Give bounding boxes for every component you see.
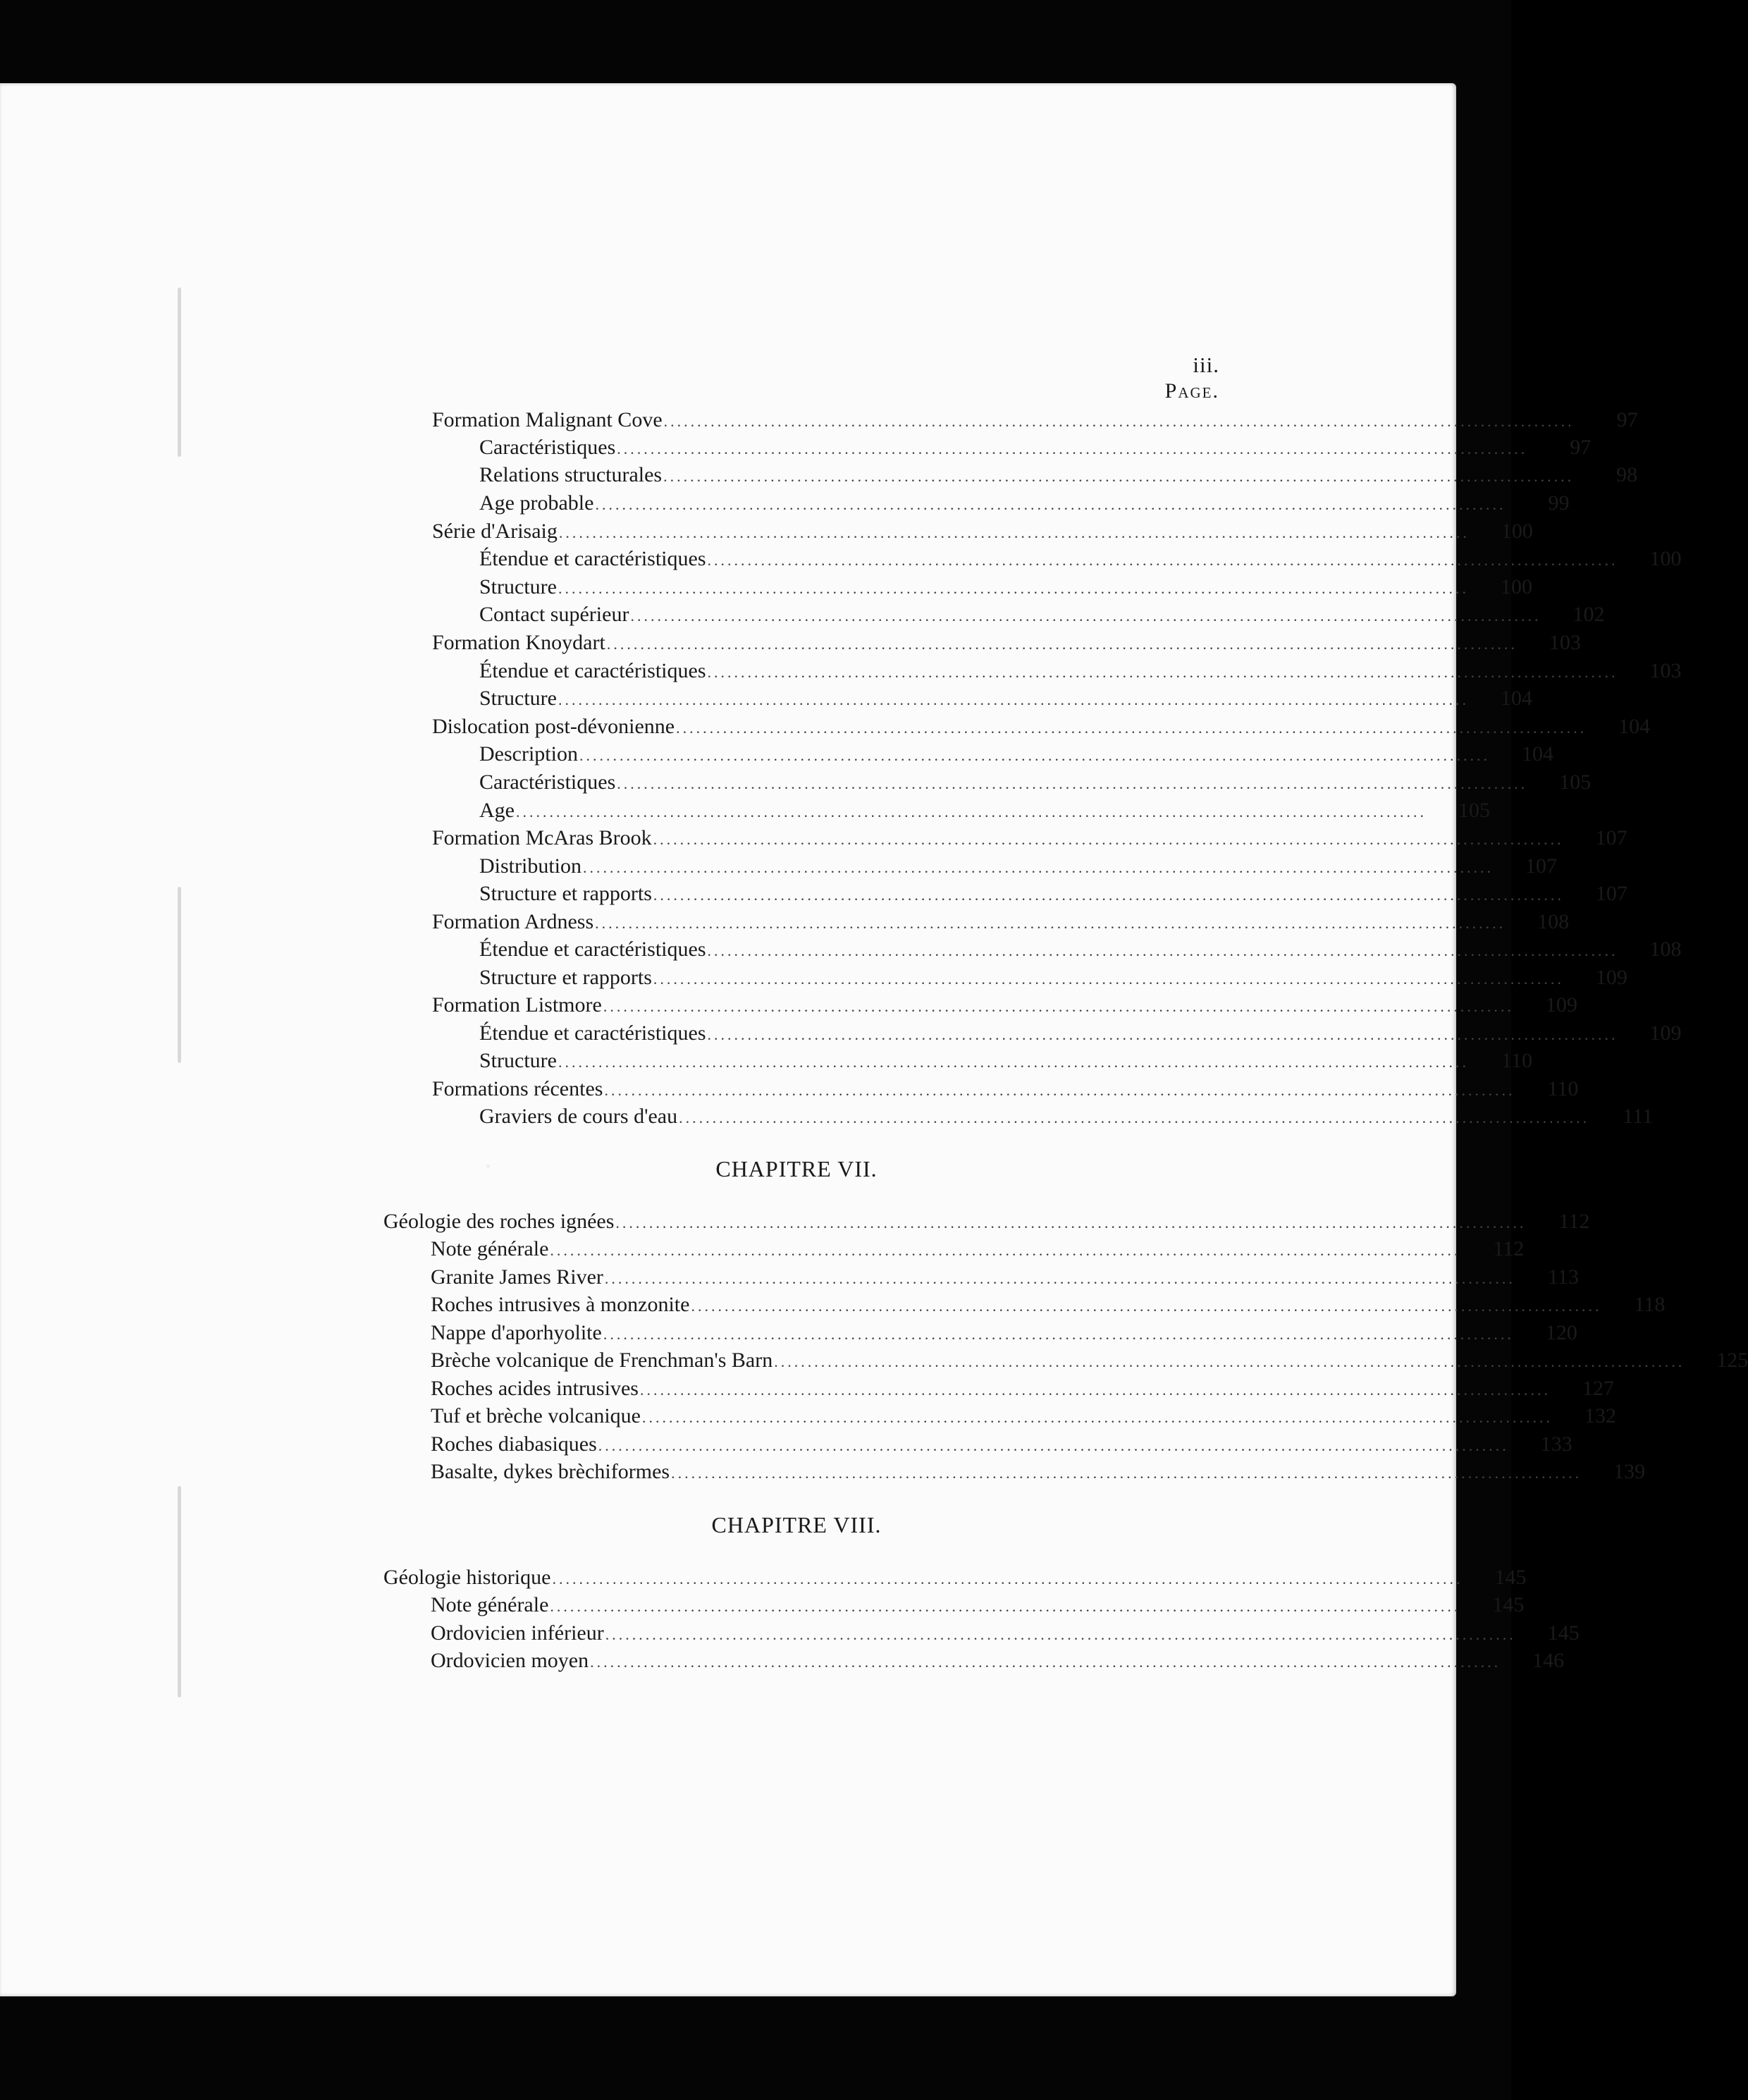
binding-mark bbox=[178, 887, 181, 1063]
dot-leader: ........................................................................................................................................ bbox=[558, 1053, 1469, 1071]
toc-entry-page: 132 bbox=[1584, 1404, 1616, 1427]
toc-entry-title: Ordovicien inférieur bbox=[431, 1621, 604, 1645]
toc-entry[interactable] bbox=[383, 1208, 1590, 1236]
toc-entry-title: Formation Listmore bbox=[432, 993, 602, 1017]
toc-entry-page: 103 bbox=[1649, 659, 1682, 682]
dot-leader: ........................................................................................................................................ bbox=[606, 635, 1518, 653]
dot-leader: ........................................................................................................................................ bbox=[653, 830, 1564, 848]
toc-entry-page: 145 bbox=[1494, 1566, 1527, 1589]
toc-entry[interactable] bbox=[479, 434, 1592, 462]
toc-entry-title: Tuf et brèche volcanique bbox=[431, 1404, 641, 1427]
dot-leader: ........................................................................................................................................ bbox=[550, 1241, 1461, 1259]
toc-entry-title: Structure bbox=[479, 1049, 557, 1072]
toc-entry[interactable] bbox=[431, 1430, 1572, 1459]
toc-entry-page: 112 bbox=[1493, 1237, 1525, 1260]
toc-entry-title: Étendue et caractéristiques bbox=[479, 659, 706, 682]
dot-leader: ........................................................................................................................................ bbox=[603, 1325, 1514, 1343]
dot-leader: ........................................................................................................................................ bbox=[603, 997, 1514, 1015]
toc-entry-page: 107 bbox=[1595, 882, 1627, 905]
dot-leader: ........................................................................................................................................ bbox=[617, 440, 1528, 458]
toc-entry-page: 107 bbox=[1595, 826, 1627, 849]
toc-entry-title: Relations structurales bbox=[479, 463, 663, 486]
toc-entry[interactable] bbox=[479, 684, 1532, 713]
toc-entry-page: 99 bbox=[1548, 491, 1570, 515]
toc-entry[interactable] bbox=[479, 880, 1627, 908]
toc-entry-title: Nappe d'aporhyolite bbox=[431, 1321, 602, 1344]
toc-entry-page: 98 bbox=[1616, 463, 1638, 486]
dot-leader: ........................................................................................................................................ bbox=[707, 942, 1618, 959]
toc-entry[interactable] bbox=[431, 1458, 1646, 1486]
toc-entry-page: 133 bbox=[1540, 1432, 1572, 1456]
toc-entry-title: Description bbox=[479, 742, 578, 766]
dot-leader: ........................................................................................................................................ bbox=[691, 1297, 1602, 1315]
toc-entry-title: Note générale bbox=[431, 1237, 549, 1260]
dot-leader: ........................................................................................................................................ bbox=[653, 886, 1564, 904]
toc-entry-page: 120 bbox=[1545, 1321, 1577, 1344]
toc-entry[interactable] bbox=[432, 824, 1627, 852]
toc-entry-title: Ordovicien moyen bbox=[431, 1649, 589, 1672]
toc-entry-title: Étendue et caractéristiques bbox=[479, 938, 706, 961]
dot-leader: ........................................................................................................................................ bbox=[679, 1109, 1590, 1126]
toc-entry-title: Structure bbox=[479, 687, 557, 710]
toc-entry[interactable] bbox=[479, 545, 1682, 573]
dot-leader: ........................................................................................................................................ bbox=[671, 1464, 1582, 1482]
dot-leader: ........................................................................................................................................ bbox=[595, 914, 1506, 932]
toc-entry-page: 100 bbox=[1649, 547, 1682, 570]
toc-entry-title: Roches intrusives à monzonite bbox=[431, 1293, 690, 1316]
dot-leader: ........................................................................................................................................ bbox=[590, 1653, 1501, 1671]
toc-entry[interactable] bbox=[479, 935, 1682, 964]
toc-entry-title: Distribution bbox=[479, 854, 582, 878]
toc-entry[interactable] bbox=[479, 768, 1592, 797]
toc-entry-title: Brèche volcanique de Frenchman's Barn bbox=[431, 1349, 773, 1372]
toc-entry[interactable] bbox=[431, 1263, 1579, 1291]
running-head: iii. bbox=[1193, 352, 1219, 377]
toc-entry-page: 139 bbox=[1613, 1460, 1646, 1483]
toc-entry[interactable] bbox=[431, 1375, 1614, 1403]
toc-entry[interactable] bbox=[432, 908, 1570, 936]
toc-entry-page: 104 bbox=[1500, 687, 1532, 710]
toc-entry-title: Structure et rapports bbox=[479, 882, 652, 905]
toc-entry[interactable] bbox=[432, 629, 1581, 657]
toc-entry[interactable] bbox=[479, 573, 1532, 601]
toc-entry[interactable] bbox=[479, 1047, 1532, 1075]
toc-entry-page: 100 bbox=[1501, 520, 1533, 543]
dot-leader: ........................................................................................................................................ bbox=[558, 524, 1470, 541]
toc-entry[interactable] bbox=[383, 1564, 1527, 1592]
toc-entry-title: Caractéristiques bbox=[479, 436, 616, 459]
toc-entry[interactable] bbox=[479, 461, 1638, 489]
toc-entry[interactable] bbox=[431, 1319, 1577, 1347]
dot-leader: ........................................................................................................................................ bbox=[707, 551, 1618, 569]
page-column-label: Page. bbox=[1164, 379, 1219, 403]
toc-entry-title: Formations récentes bbox=[432, 1077, 603, 1100]
dot-leader: ........................................................................................................................................ bbox=[579, 747, 1490, 764]
toc-entry-page: 105 bbox=[1559, 770, 1592, 794]
toc-entry-page: 109 bbox=[1595, 966, 1627, 989]
toc-entry-page: 100 bbox=[1500, 575, 1532, 598]
toc-entry-page: 118 bbox=[1634, 1293, 1666, 1316]
toc-entry-page: 113 bbox=[1548, 1265, 1579, 1289]
dot-leader: ........................................................................................................................................ bbox=[639, 1381, 1551, 1399]
toc-entry[interactable] bbox=[432, 406, 1638, 434]
dot-leader: ........................................................................................................................................ bbox=[641, 1408, 1553, 1426]
toc-entry[interactable] bbox=[479, 797, 1490, 825]
toc-entry[interactable] bbox=[479, 601, 1605, 629]
toc-entry-title: Contact supérieur bbox=[479, 603, 629, 626]
dot-leader: ........................................................................................................................................ bbox=[630, 607, 1541, 625]
dot-leader: ........................................................................................................................................ bbox=[604, 1270, 1515, 1287]
toc-entry[interactable] bbox=[479, 1103, 1654, 1131]
toc-entry-page: 109 bbox=[1649, 1021, 1682, 1045]
dot-leader: ........................................................................................................................................ bbox=[583, 859, 1494, 876]
toc-entry-page: 146 bbox=[1532, 1649, 1565, 1672]
toc-entry-title: Granite James River bbox=[431, 1265, 603, 1289]
toc-entry[interactable] bbox=[432, 1075, 1579, 1103]
dot-leader: ........................................................................................................................................ bbox=[707, 663, 1618, 681]
toc-entry-title: Roches diabasiques bbox=[431, 1432, 597, 1456]
toc-entry[interactable] bbox=[479, 852, 1558, 880]
toc-entry[interactable] bbox=[479, 964, 1627, 992]
toc-entry-title: Basalte, dykes brèchiformes bbox=[431, 1460, 670, 1483]
toc-entry[interactable] bbox=[431, 1346, 1748, 1375]
toc-entry-title: Age probable bbox=[479, 491, 594, 515]
toc-entry-page: 102 bbox=[1572, 603, 1605, 626]
toc-entry[interactable] bbox=[431, 1291, 1666, 1319]
toc-entry-title: Caractéristiques bbox=[479, 770, 616, 794]
toc-entry-title: Géologie historique bbox=[383, 1566, 551, 1589]
toc-entry-page: 105 bbox=[1458, 799, 1490, 822]
dot-leader: ........................................................................................................................................ bbox=[598, 1437, 1509, 1454]
toc-entry-title: Dislocation post-dévonienne bbox=[432, 715, 675, 738]
dot-leader: ........................................................................................................................................ bbox=[604, 1081, 1515, 1099]
toc-entry[interactable] bbox=[431, 1619, 1580, 1647]
toc-entry[interactable] bbox=[431, 1235, 1525, 1263]
toc-entry-page: 111 bbox=[1623, 1105, 1654, 1128]
toc-entry-title: Formation McAras Brook bbox=[432, 826, 652, 849]
dot-leader: ........................................................................................................................................ bbox=[707, 1026, 1618, 1043]
toc-entry[interactable] bbox=[431, 1647, 1565, 1675]
toc-entry-page: 108 bbox=[1537, 910, 1570, 933]
toc-entry[interactable] bbox=[432, 991, 1577, 1019]
toc-entry-page: 127 bbox=[1582, 1377, 1614, 1400]
toc-entry-title: Structure bbox=[479, 575, 557, 598]
toc-entry-title: Étendue et caractéristiques bbox=[479, 547, 706, 570]
dot-leader: ........................................................................................................................................ bbox=[676, 719, 1587, 737]
toc-entry-page: 112 bbox=[1558, 1210, 1590, 1233]
chapter-heading: CHAPITRE VII. bbox=[715, 1156, 878, 1181]
toc-entry-title: Graviers de cours d'eau bbox=[479, 1105, 678, 1128]
dot-leader: ........................................................................................................................................ bbox=[663, 467, 1575, 485]
toc-entry-title: Formation Malignant Cove bbox=[432, 408, 663, 431]
dot-leader: ........................................................................................................................................ bbox=[617, 775, 1528, 792]
toc-entry-page: 97 bbox=[1616, 408, 1638, 431]
toc-entry-title: Géologie des roches ignées bbox=[383, 1210, 615, 1233]
dot-leader: ........................................................................................................................................ bbox=[550, 1597, 1461, 1615]
toc-entry-page: 107 bbox=[1525, 854, 1558, 878]
toc-entry[interactable] bbox=[432, 517, 1533, 546]
toc-entry[interactable] bbox=[432, 713, 1651, 741]
chapter-heading: CHAPITRE VIII. bbox=[711, 1512, 882, 1537]
toc-entry-page: 145 bbox=[1492, 1593, 1525, 1616]
dot-leader: ........................................................................................................................................ bbox=[515, 803, 1427, 821]
toc-entry-page: 97 bbox=[1570, 436, 1592, 459]
toc-entry-page: 103 bbox=[1549, 631, 1581, 654]
toc-entry-page: 145 bbox=[1547, 1621, 1580, 1645]
dot-leader: ........................................................................................................................................ bbox=[605, 1626, 1516, 1643]
paper-speck bbox=[486, 1165, 490, 1168]
toc-entry[interactable] bbox=[479, 489, 1570, 517]
toc-entry-page: 104 bbox=[1521, 742, 1553, 766]
toc-entry-page: 108 bbox=[1649, 938, 1682, 961]
toc-entry-title: Structure et rapports bbox=[479, 966, 652, 989]
toc-entry-title: Étendue et caractéristiques bbox=[479, 1021, 706, 1045]
dot-leader: ........................................................................................................................................ bbox=[615, 1214, 1527, 1232]
binding-mark bbox=[178, 288, 181, 457]
toc-entry-page: 110 bbox=[1547, 1077, 1579, 1100]
toc-entry-title: Age bbox=[479, 799, 515, 822]
binding-mark bbox=[178, 1486, 181, 1697]
dot-leader: ........................................................................................................................................ bbox=[558, 691, 1469, 708]
toc-entry-page: 110 bbox=[1501, 1049, 1532, 1072]
toc-entry[interactable] bbox=[479, 657, 1682, 685]
dot-leader: ........................................................................................................................................ bbox=[774, 1353, 1685, 1370]
dot-leader: ........................................................................................................................................ bbox=[653, 970, 1564, 988]
toc-entry[interactable] bbox=[479, 1019, 1682, 1048]
dot-leader: ........................................................................................................................................ bbox=[558, 579, 1469, 597]
toc-entry-title: Formation Knoydart bbox=[432, 631, 605, 654]
dot-leader: ........................................................................................................................................ bbox=[663, 412, 1575, 430]
toc-entry-title: Note générale bbox=[431, 1593, 549, 1616]
toc-entry-title: Roches acides intrusives bbox=[431, 1377, 639, 1400]
toc-entry-page: 125 bbox=[1716, 1349, 1748, 1372]
dot-leader: ........................................................................................................................................ bbox=[552, 1570, 1463, 1588]
toc-entry[interactable] bbox=[431, 1402, 1616, 1430]
toc-entry[interactable] bbox=[431, 1591, 1525, 1619]
dot-leader: ........................................................................................................................................ bbox=[595, 496, 1506, 513]
toc-entry[interactable] bbox=[479, 740, 1553, 768]
toc-entry-title: Formation Ardness bbox=[432, 910, 594, 933]
toc-entry-title: Série d'Arisaig bbox=[432, 520, 558, 543]
toc-entry-page: 109 bbox=[1545, 993, 1577, 1017]
toc-entry-page: 104 bbox=[1618, 715, 1651, 738]
